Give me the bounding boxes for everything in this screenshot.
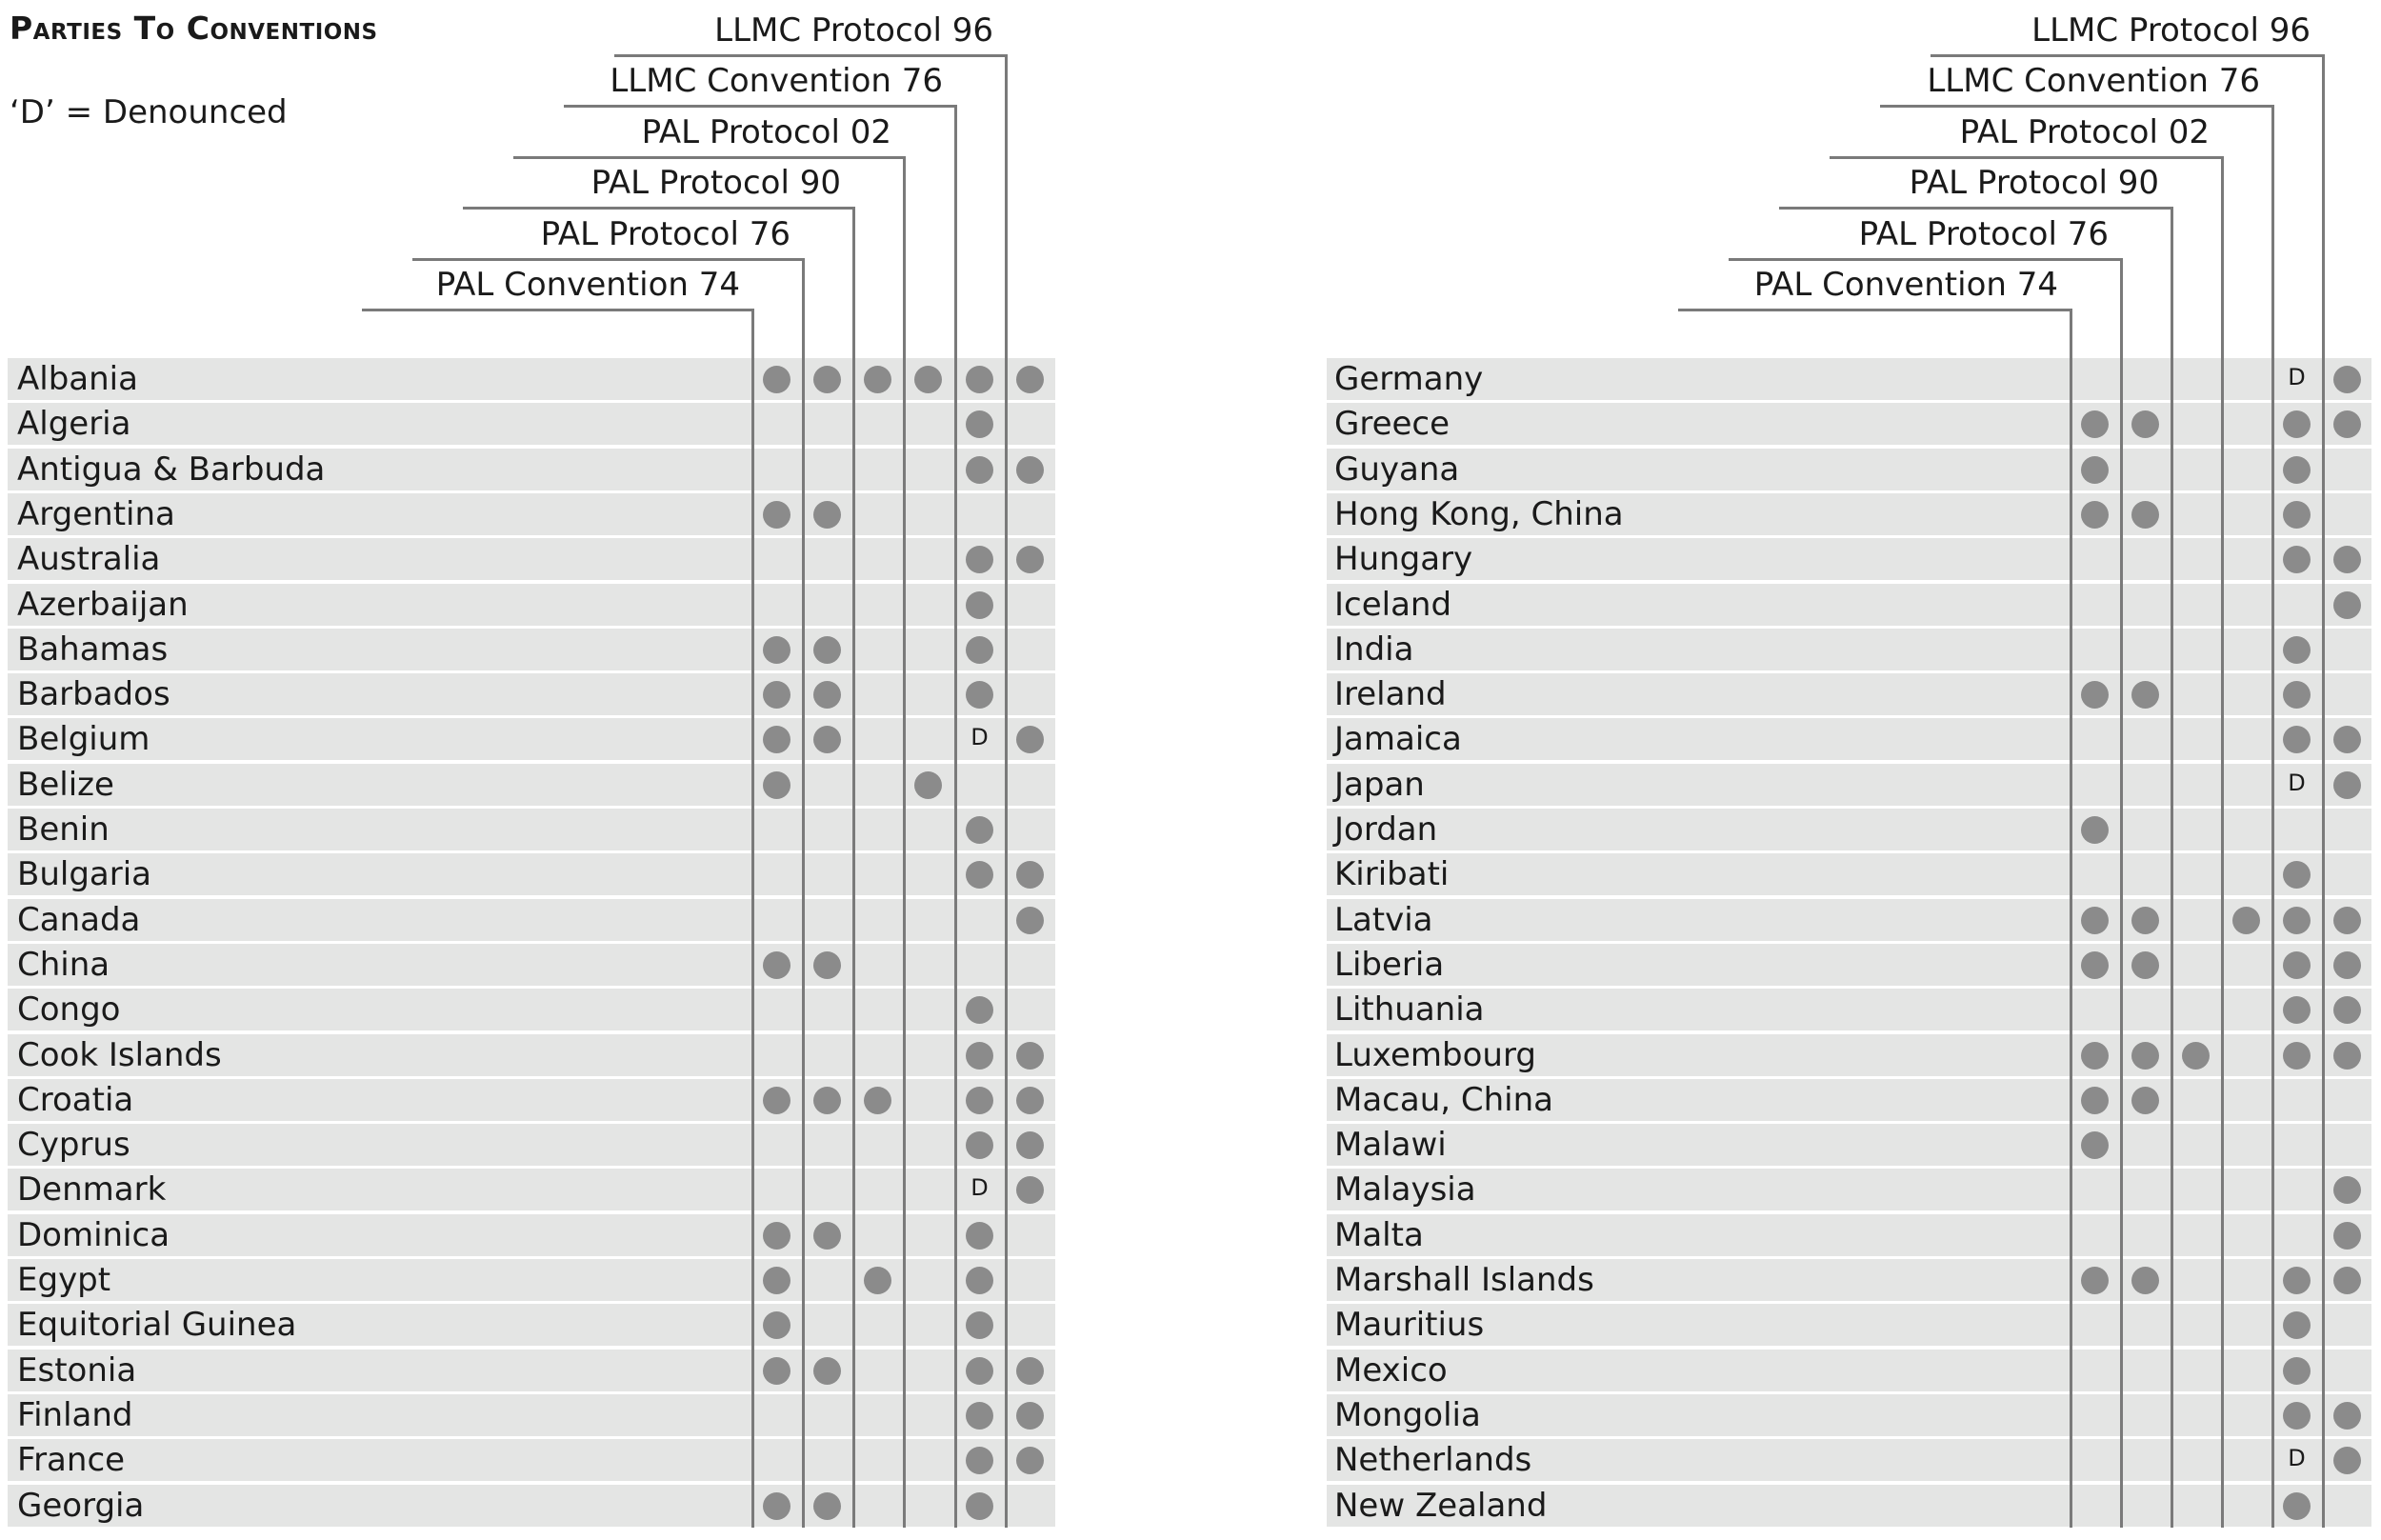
- table-row: [1327, 629, 2371, 670]
- country-name: Kiribati: [1334, 855, 1450, 893]
- column-header-rule: [1678, 309, 2072, 311]
- country-name: India: [1334, 630, 1414, 669]
- party-dot-icon: [2333, 366, 2361, 393]
- party-dot-icon: [2081, 1087, 2109, 1114]
- column-header: PAL Protocol 90: [1909, 164, 2159, 202]
- party-dot-icon: [2283, 1267, 2311, 1294]
- party-dot-icon: [2283, 1357, 2311, 1385]
- country-name: Germany: [1334, 360, 1484, 398]
- party-dot-icon: [2333, 771, 2361, 799]
- table-row: [1327, 673, 2371, 715]
- party-dot-icon: [2081, 951, 2109, 979]
- column-header: PAL Protocol 76: [1858, 214, 2109, 253]
- country-name: Lithuania: [1334, 990, 1485, 1029]
- party-dot-icon: [2333, 1042, 2361, 1070]
- country-name: Cyprus: [17, 1126, 130, 1164]
- country-name: Estonia: [17, 1351, 137, 1390]
- column-header-rule: [1880, 105, 2274, 108]
- country-name: Liberia: [1334, 946, 1445, 984]
- country-name: China: [17, 946, 110, 984]
- party-dot-icon: [2333, 1176, 2361, 1204]
- party-dot-icon: [2283, 1042, 2311, 1070]
- column-divider: [2070, 309, 2072, 1528]
- party-dot-icon: [2283, 861, 2311, 889]
- party-dot-icon: [2333, 907, 2361, 934]
- column-header: PAL Protocol 76: [540, 214, 790, 253]
- country-name: Cook Islands: [17, 1036, 222, 1074]
- country-name: France: [17, 1441, 126, 1479]
- country-name: Malaysia: [1334, 1170, 1476, 1209]
- party-dot-icon: [2283, 907, 2311, 934]
- party-dot-icon: [2283, 546, 2311, 573]
- country-name: Jordan: [1334, 810, 1438, 849]
- table-row: [1327, 853, 2371, 895]
- column-header-rule: [1779, 207, 2173, 210]
- party-dot-icon: [2131, 410, 2159, 438]
- country-name: Canada: [17, 901, 141, 939]
- party-dot-icon: [2131, 681, 2159, 709]
- table-row: [1327, 764, 2371, 806]
- party-dot-icon: [2081, 501, 2109, 529]
- column-divider: [2120, 258, 2123, 1529]
- party-dot-icon: [2081, 816, 2109, 844]
- table-row: [1327, 944, 2371, 986]
- country-name: Greece: [1334, 405, 1451, 443]
- party-dot-icon: [2283, 996, 2311, 1024]
- table-row: [1327, 449, 2371, 490]
- table-row: [1327, 538, 2371, 580]
- country-name: Japan: [1334, 766, 1425, 804]
- column-header: PAL Protocol 90: [590, 164, 841, 202]
- column-divider: [2171, 207, 2173, 1528]
- denounced-mark: D: [970, 1174, 989, 1201]
- party-dot-icon: [2333, 951, 2361, 979]
- country-name: Australia: [17, 540, 161, 578]
- country-name: Bulgaria: [17, 855, 151, 893]
- party-dot-icon: [2333, 726, 2361, 753]
- country-name: Belize: [17, 766, 114, 804]
- party-dot-icon: [2283, 1492, 2311, 1520]
- denounced-mark: D: [2288, 770, 2306, 796]
- party-dot-icon: [2283, 1402, 2311, 1430]
- party-dot-icon: [2182, 1042, 2210, 1070]
- table-row: [1327, 1124, 2371, 1166]
- country-name: Mexico: [1334, 1351, 1448, 1390]
- party-dot-icon: [2283, 410, 2311, 438]
- party-dot-icon: [2333, 591, 2361, 619]
- party-dot-icon: [2081, 1267, 2109, 1294]
- party-dot-icon: [2081, 907, 2109, 934]
- country-name: Ireland: [1334, 675, 1447, 713]
- column-divider: [2322, 54, 2325, 1529]
- denounced-mark: D: [970, 724, 989, 750]
- column-header: LLMC Convention 76: [610, 62, 943, 100]
- party-dot-icon: [2131, 1087, 2159, 1114]
- country-name: Guyana: [1334, 450, 1460, 489]
- party-dot-icon: [2283, 726, 2311, 753]
- party-dot-icon: [2131, 951, 2159, 979]
- party-dot-icon: [2333, 546, 2361, 573]
- country-name: Belgium: [17, 720, 150, 758]
- page-title: Parties To Conventions: [10, 10, 378, 47]
- table-row: [1327, 1350, 2371, 1391]
- country-name: Mongolia: [1334, 1396, 1481, 1434]
- table-row: [1327, 809, 2371, 850]
- party-dot-icon: [2283, 951, 2311, 979]
- party-dot-icon: [2333, 996, 2361, 1024]
- country-name: Luxembourg: [1334, 1036, 1536, 1074]
- country-name: New Zealand: [1334, 1487, 1548, 1525]
- country-name: Macau, China: [1334, 1081, 1553, 1119]
- country-name: Malta: [1334, 1216, 1424, 1254]
- column-divider: [2221, 156, 2224, 1529]
- party-dot-icon: [2081, 681, 2109, 709]
- table-row: [1327, 899, 2371, 941]
- party-dot-icon: [2131, 1042, 2159, 1070]
- country-name: Dominica: [17, 1216, 170, 1254]
- column-header-rule: [1830, 156, 2224, 159]
- country-name: Congo: [17, 990, 121, 1029]
- party-dot-icon: [2283, 636, 2311, 664]
- country-name: Benin: [17, 810, 110, 849]
- party-dot-icon: [2131, 1267, 2159, 1294]
- party-dot-icon: [2283, 1311, 2311, 1339]
- column-header-rule: [1729, 258, 2123, 261]
- party-dot-icon: [2283, 501, 2311, 529]
- table-row: [1327, 1169, 2371, 1210]
- table-row: [1327, 358, 2371, 400]
- country-name: Croatia: [17, 1081, 134, 1119]
- column-header-rule: [1931, 54, 2325, 57]
- party-dot-icon: [2283, 681, 2311, 709]
- party-dot-icon: [2333, 1402, 2361, 1430]
- column-header: PAL Protocol 02: [1959, 112, 2210, 151]
- country-name: Malawi: [1334, 1126, 1447, 1164]
- country-name: Antigua & Barbuda: [17, 450, 326, 489]
- party-dot-icon: [2081, 410, 2109, 438]
- party-dot-icon: [2081, 456, 2109, 484]
- country-name: Netherlands: [1334, 1441, 1532, 1479]
- country-name: Jamaica: [1334, 720, 1462, 758]
- party-dot-icon: [2333, 1222, 2361, 1250]
- party-dot-icon: [2333, 410, 2361, 438]
- country-name: Marshall Islands: [1334, 1261, 1594, 1299]
- column-divider: [2271, 105, 2274, 1528]
- party-dot-icon: [2333, 1267, 2361, 1294]
- denounced-mark: D: [2288, 1445, 2306, 1471]
- column-header: PAL Convention 74: [435, 266, 740, 304]
- country-name: Barbados: [17, 675, 170, 713]
- party-dot-icon: [2081, 1042, 2109, 1070]
- country-name: Algeria: [17, 405, 131, 443]
- country-name: Azerbaijan: [17, 586, 189, 624]
- party-dot-icon: [2232, 907, 2260, 934]
- column-header: PAL Convention 74: [1753, 266, 2058, 304]
- table-row: [1327, 1214, 2371, 1256]
- column-header: LLMC Convention 76: [1927, 62, 2260, 100]
- country-name: Latvia: [1334, 901, 1433, 939]
- country-name: Denmark: [17, 1170, 167, 1209]
- country-name: Equitorial Guinea: [17, 1306, 297, 1344]
- party-dot-icon: [2131, 501, 2159, 529]
- party-dot-icon: [2131, 907, 2159, 934]
- country-name: Finland: [17, 1396, 133, 1434]
- table-row: [1327, 1394, 2371, 1436]
- country-name: Georgia: [17, 1487, 145, 1525]
- legend-note: ‘D’ = Denounced: [10, 93, 288, 131]
- party-dot-icon: [2333, 1447, 2361, 1474]
- country-name: Iceland: [1334, 586, 1452, 624]
- party-dot-icon: [2081, 1131, 2109, 1159]
- column-header: LLMC Protocol 96: [714, 10, 993, 50]
- country-name: Mauritius: [1334, 1306, 1485, 1344]
- table-row: [1327, 584, 2371, 626]
- table-row: [1327, 718, 2371, 760]
- table-row: [1327, 403, 2371, 445]
- column-header: LLMC Protocol 96: [2031, 10, 2311, 50]
- country-name: Albania: [17, 360, 138, 398]
- country-name: Hong Kong, China: [1334, 495, 1624, 533]
- country-name: Egypt: [17, 1261, 111, 1299]
- denounced-mark: D: [2288, 364, 2306, 390]
- country-name: Argentina: [17, 495, 175, 533]
- party-dot-icon: [2283, 456, 2311, 484]
- country-name: Bahamas: [17, 630, 169, 669]
- column-header: PAL Protocol 02: [641, 112, 891, 151]
- country-name: Hungary: [1334, 540, 1473, 578]
